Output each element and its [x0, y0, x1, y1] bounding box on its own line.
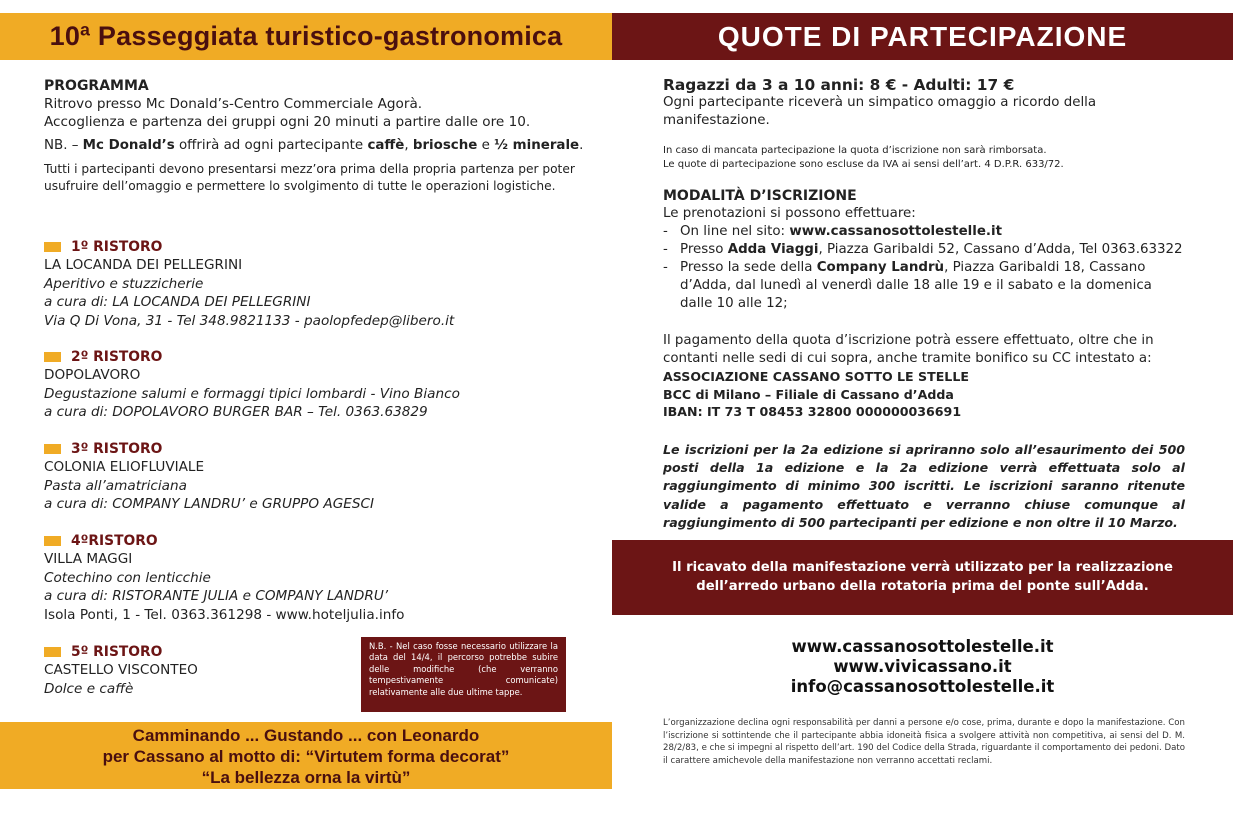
gift-line: Ogni partecipante riceverà un simpatico omaggio a ricordo della manifestazione.	[663, 95, 1097, 128]
square-marker-icon	[44, 242, 61, 252]
programma-line2: Accoglienza e partenza dei gruppi ogni 20 minuti a partire dalle ore 10.	[44, 114, 531, 130]
nb-brand: Mc Donald’s	[82, 138, 175, 153]
nb-minerale: ½ minerale	[494, 138, 580, 153]
ristoro-5	[44, 643, 198, 698]
ristoro-4-heading	[44, 532, 404, 550]
ristoro-3-name: COLONIA ELIOFLUVIALE	[44, 459, 205, 476]
ristoro-1-name: LA LOCANDA DEI PELLEGRINI	[44, 257, 243, 274]
iban: IBAN: IT 73 T 08453 32800 000000036691	[663, 404, 962, 419]
nb-brioche: briosche	[412, 138, 478, 153]
nb-caffe: caffè	[367, 138, 405, 153]
ristoro-3-menu: Pasta all’amatriciana	[44, 477, 187, 494]
ristoro-3-title: 3º RISTORO	[71, 441, 163, 457]
dash-icon: -	[663, 242, 668, 257]
ristoro-4-menu: Cotechino con lenticchie	[44, 569, 211, 586]
ristoro-3-heading	[44, 440, 374, 458]
ristoro-1-heading	[44, 238, 454, 256]
dash-icon: -	[663, 224, 668, 239]
ristoro-4-title: 4ºRISTORO	[71, 533, 158, 549]
item1-pre: On line nel sito:	[680, 224, 790, 239]
motto-line1: Camminando ... Gustando ... con Leonardo	[132, 726, 480, 745]
ristoro-4-cura: a cura di: RISTORANTE JULIA e COMPANY LANDRU’	[44, 588, 389, 605]
payment-text: Il pagamento della quota d’iscrizione potrà essere effettuato, oltre che in contanti nelle sedi di cui sopra, anche tramite bonifico su CC intestato a:	[663, 333, 1154, 366]
ristoro-1-cura: a cura di: LA LOCANDA DEI PELLEGRINI	[44, 294, 311, 311]
ristoro-2-cura: a cura di: DOPOLAVORO BURGER BAR – Tel. 0363.63829	[44, 404, 428, 421]
modalita-item-adda-viaggi	[663, 241, 1185, 259]
item2-post: , Piazza Garibaldi 52, Cassano d’Adda, Tel 0363.63322	[818, 242, 1183, 257]
left-header-title: 10ª Passeggiata turistico-gastronomica	[0, 13, 612, 60]
banner-line2: dell’arredo urbano della rotatoria prima del ponte sull’Adda.	[696, 579, 1149, 594]
ristoro-2-name: DOPOLAVORO	[44, 367, 141, 384]
banner-line1: Il ricavato della manifestazione verrà utilizzato per la realizzazione	[672, 560, 1173, 575]
disclaimer: L’organizzazione declina ogni responsabilità per danni a persone e/o cose, prima, durante e dopo la manifestazione. Con l’iscrizione si sottintende che il partecipante abbia idoneità fisica a svolgere attività non competitiva, ai sensi del D. M. 28/2/83, e che si impegni al rispetto dell’art. 190 del Codice della Strada, riguardante il comportamento dei pedoni. Dato il carattere amichevole della manifestazione non verranno accettati reclami.	[663, 718, 1185, 766]
ristoro-4-name: VILLA MAGGI	[44, 551, 133, 568]
modalita-item-company-landru	[663, 259, 1185, 313]
item3-pre: Presso la sede della	[680, 260, 817, 275]
ristoro-2-menu: Degustazione salumi e formaggi tipici lombardi - Vino Bianco	[44, 385, 460, 402]
iva-note: Le quote di partecipazione sono escluse da IVA ai sensi dell’art. 4 D.P.R. 633/72.	[663, 159, 1064, 170]
url-cassanosottolestelle[interactable]: www.cassanosottolestelle.it	[791, 637, 1054, 656]
dash-icon: -	[663, 260, 668, 275]
ristoro-3-cura: a cura di: COMPANY LANDRU’ e GRUPPO AGESCI	[44, 496, 374, 513]
nb-sep2: e	[477, 138, 495, 153]
square-marker-icon	[44, 352, 61, 362]
prices-title: Ragazzi da 3 a 10 anni: 8 € - Adulti: 17 €	[663, 76, 1015, 94]
nb-prefix: NB. –	[44, 138, 83, 153]
ristoro-1-contact: Via Q Di Vona, 31 - Tel 348.9821133 - paolopfedep@libero.it	[44, 312, 455, 329]
square-marker-icon	[44, 647, 61, 657]
ristoro-4-contact: Isola Ponti, 1 - Tel. 0363.361298 - www.hoteljulia.info	[44, 606, 405, 623]
nb-mid: offrirà ad ogni partecipante	[174, 138, 368, 153]
ristoro-2	[44, 348, 460, 422]
programma-line1: Ritrovo presso Mc Donald’s-Centro Commerciale Agorà.	[44, 96, 423, 112]
contact-links	[612, 637, 1233, 697]
assoc-name: ASSOCIAZIONE CASSANO SOTTO LE STELLE	[663, 369, 969, 384]
url-vivicassano[interactable]: www.vivicassano.it	[833, 657, 1012, 676]
ristoro-5-title: 5º RISTORO	[71, 644, 163, 660]
modalita-title: MODALITÀ D’ISCRIZIONE	[663, 188, 857, 204]
right-header-title: QUOTE DI PARTECIPAZIONE	[612, 13, 1233, 60]
ristoro-1	[44, 238, 454, 330]
ristoro-2-title: 2º RISTORO	[71, 349, 163, 365]
ristoro-4	[44, 532, 404, 624]
item2-bold: Adda Viaggi	[727, 242, 819, 257]
programma-nb	[44, 137, 604, 155]
ristoro-2-heading	[44, 348, 460, 366]
ristoro-5-name: CASTELLO VISCONTEO	[44, 662, 198, 679]
item3-bold: Company Landrù	[816, 260, 945, 275]
ristoro-5-menu: Dolce e caffè	[44, 680, 134, 697]
bank-name: BCC di Milano – Filiale di Cassano d’Adda	[663, 386, 954, 402]
square-marker-icon	[44, 444, 61, 454]
modalita-intro: Le prenotazioni si possono effettuare:	[663, 206, 916, 221]
motto-line2: per Cassano al motto di: “Virtutem forma decorat”	[102, 747, 510, 766]
email-info[interactable]: info@cassanosottolestelle.it	[790, 677, 1055, 696]
item1-site[interactable]: www.cassanosottolestelle.it	[789, 224, 1002, 239]
ristoro-1-title: 1º RISTORO	[71, 239, 163, 255]
proceeds-banner	[612, 540, 1233, 615]
item3-post: , Piazza Garibaldi 18, Cassano d’Adda, dal lunedì al venerdì dalle 18 alle 19 e il sabato e la domenica dalle 10 alle 12;	[680, 260, 1152, 311]
nb-sep1: ,	[404, 138, 413, 153]
square-marker-icon	[44, 536, 61, 546]
motto-bar	[0, 722, 612, 789]
nb-date-notice: N.B. - Nel caso fosse necessario utilizzare la data del 14/4, il percorso potrebbe subire delle modifiche (che verranno tempestivamente comunicate) relativamente alle due ultime tappe.	[361, 637, 566, 712]
edition-note: Le iscrizioni per la 2a edizione si apriranno solo all’esaurimento dei 500 posti della 1a edizione e la 2a edizione verrà effettuata solo al raggiungimento di minimo 300 iscritti. Le iscrizioni saranno ritenute valide a pagamento effettuato e verranno chiuse comunque al raggiungimento di 500 partecipanti per edizione e non oltre il 10 Marzo.	[663, 441, 1185, 531]
ristoro-5-heading	[44, 643, 198, 661]
ristoro-3	[44, 440, 374, 514]
modalita-item-online	[663, 223, 1185, 241]
ristoro-1-menu: Aperitivo e stuzzicherie	[44, 275, 204, 292]
programma-title: PROGRAMMA	[44, 78, 149, 94]
programma-section	[44, 77, 604, 195]
motto-line3: “La bellezza orna la virtù”	[201, 768, 411, 787]
refund-note: In caso di mancata partecipazione la quota d’iscrizione non sarà rimborsata.	[663, 145, 1047, 156]
item2-pre: Presso	[680, 242, 728, 257]
quote-section	[663, 76, 1185, 533]
programma-paragraph: Tutti i partecipanti devono presentarsi mezz’ora prima della propria partenza per poter usufruire dell’omaggio e permettere lo svolgimento di tutte le operazioni logistiche.	[44, 162, 575, 193]
nb-end: .	[579, 138, 584, 153]
